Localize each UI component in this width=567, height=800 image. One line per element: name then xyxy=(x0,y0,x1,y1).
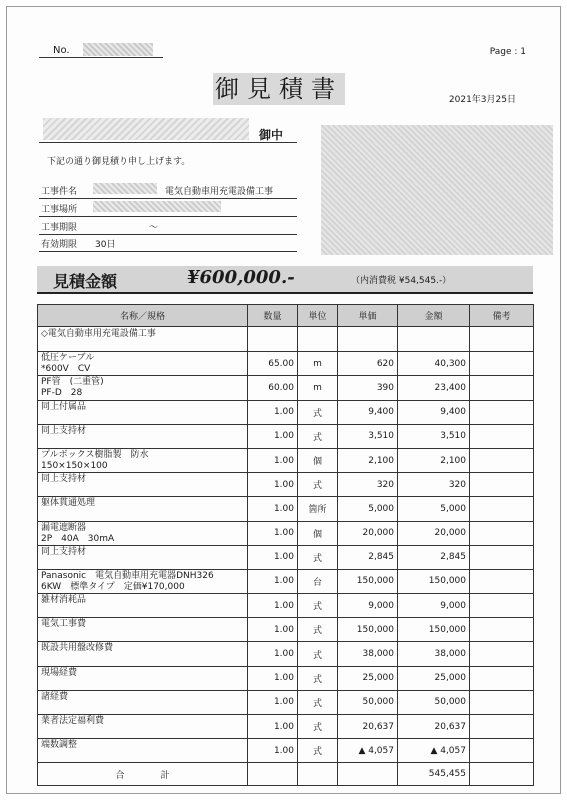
item-amount: 320 xyxy=(398,473,470,497)
recipient-honorific: 御中 xyxy=(259,128,284,142)
item-amount: 150,000 xyxy=(398,569,470,593)
item-name-cell xyxy=(38,715,248,739)
item-price: 25,000 xyxy=(338,666,398,690)
item-amount: 2,100 xyxy=(398,448,470,472)
item-name: 端数調整 xyxy=(41,740,78,751)
item-unit: 式 xyxy=(298,424,338,448)
estimate-page xyxy=(6,6,561,794)
item-qty: 1.00 xyxy=(248,545,298,569)
item-unit: 個 xyxy=(298,448,338,472)
client-underline xyxy=(39,142,297,143)
site-row xyxy=(39,199,297,217)
item-price: 38,000 xyxy=(338,642,398,666)
item-price: 150,000 xyxy=(338,569,398,593)
table-row xyxy=(38,666,534,690)
item-name-cell xyxy=(38,594,248,618)
redacted-company-block xyxy=(321,125,553,255)
section-title: ◇電気自動車用充電設備工事 xyxy=(38,327,248,352)
item-qty: 1.00 xyxy=(248,448,298,472)
item-name-cell xyxy=(38,400,248,424)
consumption-tax-note: （内消費税 ¥54,545.-） xyxy=(351,276,452,286)
header-amount: 金額 xyxy=(398,305,470,327)
item-qty: 1.00 xyxy=(248,569,298,593)
estimate-total-bar xyxy=(37,266,533,294)
item-unit: 式 xyxy=(298,545,338,569)
item-qty: 65.00 xyxy=(248,352,298,376)
item-amount: 50,000 xyxy=(398,690,470,714)
item-name-cell xyxy=(38,376,248,400)
item-note xyxy=(470,666,534,690)
header-unit: 単位 xyxy=(298,305,338,327)
item-price: 20,000 xyxy=(338,521,398,545)
item-unit: 式 xyxy=(298,400,338,424)
item-price: 320 xyxy=(338,473,398,497)
item-name: 既設共用盤改修費 xyxy=(41,643,114,654)
header-price: 単価 xyxy=(338,305,398,327)
item-price: 5,000 xyxy=(338,497,398,521)
table-cell xyxy=(398,327,470,352)
item-spec: 2P 40A 30mA xyxy=(41,533,115,544)
estimate-total-label: 見積金額 xyxy=(53,272,118,291)
item-spec: 150×150×100 xyxy=(41,460,108,471)
item-note xyxy=(470,545,534,569)
document-number-label: No. xyxy=(53,45,70,56)
item-spec: 6KW 標準タイプ 定価¥170,000 xyxy=(41,581,185,592)
table-row xyxy=(38,618,534,642)
item-unit: 式 xyxy=(298,642,338,666)
item-unit: m xyxy=(298,376,338,400)
item-price: 3,510 xyxy=(338,424,398,448)
table-row xyxy=(38,642,534,666)
item-price: 9,400 xyxy=(338,400,398,424)
item-unit: m xyxy=(298,352,338,376)
item-unit: 式 xyxy=(298,594,338,618)
table-cell xyxy=(298,763,338,786)
table-cell xyxy=(248,763,298,786)
header-name: 名称／規格 xyxy=(38,305,248,327)
item-name: Panasonic 電気自動車用充電器DNH326 xyxy=(41,570,214,581)
item-amount: ▲ 4,057 xyxy=(398,739,470,763)
table-row xyxy=(38,690,534,714)
item-price: 50,000 xyxy=(338,690,398,714)
section-row xyxy=(38,327,534,352)
item-price: 390 xyxy=(338,376,398,400)
table-header-row xyxy=(38,305,534,327)
intro-text: 下記の通り御見積り申し上げます。 xyxy=(47,157,191,167)
item-price: 20,637 xyxy=(338,715,398,739)
project-name-row xyxy=(39,181,297,199)
estimate-total-amount: ¥600,000.- xyxy=(187,267,295,288)
item-qty: 1.00 xyxy=(248,400,298,424)
item-name-cell xyxy=(38,569,248,593)
item-unit: 式 xyxy=(298,739,338,763)
item-name-cell xyxy=(38,545,248,569)
item-qty: 1.00 xyxy=(248,521,298,545)
item-unit: 式 xyxy=(298,715,338,739)
item-name: プルボックス樹脂製 防水 xyxy=(41,449,149,460)
sum-label: 合 計 xyxy=(38,763,248,786)
item-name: 躯体貫通処理 xyxy=(41,498,96,509)
item-amount: 23,400 xyxy=(398,376,470,400)
table-row xyxy=(38,545,534,569)
table-cell xyxy=(338,327,398,352)
table-cell xyxy=(248,327,298,352)
item-name-cell xyxy=(38,424,248,448)
redacted-project-prefix xyxy=(93,183,157,194)
item-name-cell xyxy=(38,352,248,376)
item-amount: 40,300 xyxy=(398,352,470,376)
validity-row xyxy=(39,234,297,252)
item-unit: 個 xyxy=(298,521,338,545)
item-name: 雑材消耗品 xyxy=(41,595,87,606)
header-qty: 数量 xyxy=(248,305,298,327)
item-name: 諸経費 xyxy=(41,691,69,702)
item-name: 低圧ケーブル xyxy=(41,353,95,364)
item-name: 電気工事費 xyxy=(41,619,87,630)
redacted-client-name xyxy=(43,118,249,140)
item-qty: 1.00 xyxy=(248,715,298,739)
table-row xyxy=(38,569,534,593)
item-note xyxy=(470,521,534,545)
table-cell xyxy=(298,327,338,352)
validity-value: 30日 xyxy=(95,240,116,250)
period-label: 工事期限 xyxy=(41,223,78,233)
period-value: ～ xyxy=(149,223,159,233)
item-unit: 式 xyxy=(298,473,338,497)
item-price: 9,000 xyxy=(338,594,398,618)
item-unit: 式 xyxy=(298,666,338,690)
item-note xyxy=(470,400,534,424)
item-price: 620 xyxy=(338,352,398,376)
item-name: 同上支持材 xyxy=(41,474,87,485)
document-title: 御見積書 xyxy=(215,75,343,103)
issue-date: 2021年3月25日 xyxy=(448,95,516,105)
item-unit: 箇所 xyxy=(298,497,338,521)
item-qty: 1.00 xyxy=(248,618,298,642)
table-row xyxy=(38,594,534,618)
total-row xyxy=(38,763,534,786)
project-name-label: 工事件名 xyxy=(41,187,78,197)
redacted-site xyxy=(93,201,221,212)
item-name: 同上支持材 xyxy=(41,425,87,436)
item-qty: 1.00 xyxy=(248,473,298,497)
item-note xyxy=(470,424,534,448)
item-note xyxy=(470,448,534,472)
item-amount: 25,000 xyxy=(398,666,470,690)
item-note xyxy=(470,376,534,400)
item-name-cell xyxy=(38,666,248,690)
item-price: ▲ 4,057 xyxy=(338,739,398,763)
table-row xyxy=(38,424,534,448)
item-name-cell xyxy=(38,497,248,521)
item-amount: 3,510 xyxy=(398,424,470,448)
table-row xyxy=(38,497,534,521)
table-row xyxy=(38,376,534,400)
item-name-cell xyxy=(38,739,248,763)
item-amount: 20,637 xyxy=(398,715,470,739)
item-note xyxy=(470,690,534,714)
item-name-cell xyxy=(38,473,248,497)
table-row xyxy=(38,448,534,472)
sum-value: 545,455 xyxy=(398,763,470,786)
item-unit: 台 xyxy=(298,569,338,593)
page-number: Page : 1 xyxy=(489,47,526,57)
item-qty: 1.00 xyxy=(248,642,298,666)
item-name-cell xyxy=(38,618,248,642)
item-name-cell xyxy=(38,690,248,714)
project-name-value: 電気自動車用充電設備工事 xyxy=(165,187,274,197)
item-amount: 9,000 xyxy=(398,594,470,618)
item-note xyxy=(470,473,534,497)
item-name-cell xyxy=(38,521,248,545)
item-qty: 1.00 xyxy=(248,424,298,448)
item-qty: 1.00 xyxy=(248,739,298,763)
table-row xyxy=(38,715,534,739)
table-row xyxy=(38,352,534,376)
item-note xyxy=(470,642,534,666)
item-spec: *600V CV xyxy=(41,364,91,375)
item-unit: 式 xyxy=(298,690,338,714)
item-amount: 20,000 xyxy=(398,521,470,545)
table-row xyxy=(38,400,534,424)
validity-label: 有効期限 xyxy=(41,240,78,250)
item-note xyxy=(470,352,534,376)
document-number-underline xyxy=(39,57,163,58)
item-price: 2,845 xyxy=(338,545,398,569)
item-note xyxy=(470,739,534,763)
item-note xyxy=(470,594,534,618)
table-cell xyxy=(470,763,534,786)
item-amount: 2,845 xyxy=(398,545,470,569)
header-note: 備考 xyxy=(470,305,534,327)
item-name-cell xyxy=(38,642,248,666)
item-name: PF管 (二重管) xyxy=(41,377,104,388)
item-qty: 1.00 xyxy=(248,666,298,690)
item-note xyxy=(470,497,534,521)
item-price: 2,100 xyxy=(338,448,398,472)
table-cell xyxy=(470,327,534,352)
redacted-document-number xyxy=(83,43,153,56)
item-qty: 1.00 xyxy=(248,497,298,521)
item-qty: 60.00 xyxy=(248,376,298,400)
item-note xyxy=(470,618,534,642)
item-name: 漏電遮断器 xyxy=(41,522,87,533)
item-amount: 38,000 xyxy=(398,642,470,666)
item-qty: 1.00 xyxy=(248,690,298,714)
item-price: 150,000 xyxy=(338,618,398,642)
item-name: 同上付属品 xyxy=(41,401,87,412)
item-spec: PF-D 28 xyxy=(41,388,83,399)
table-cell xyxy=(338,763,398,786)
item-name: 現場経費 xyxy=(41,667,78,678)
item-name: 同上支持材 xyxy=(41,546,87,557)
item-unit: 式 xyxy=(298,618,338,642)
table-row xyxy=(38,739,534,763)
site-label: 工事場所 xyxy=(41,205,78,215)
table-row xyxy=(38,473,534,497)
table-row xyxy=(38,521,534,545)
item-name-cell xyxy=(38,448,248,472)
estimate-items-table xyxy=(37,304,534,786)
item-note xyxy=(470,715,534,739)
item-amount: 150,000 xyxy=(398,618,470,642)
period-row xyxy=(39,217,297,235)
item-amount: 9,400 xyxy=(398,400,470,424)
item-note xyxy=(470,569,534,593)
item-name: 業者法定福利費 xyxy=(41,716,105,726)
item-amount: 5,000 xyxy=(398,497,470,521)
item-qty: 1.00 xyxy=(248,594,298,618)
